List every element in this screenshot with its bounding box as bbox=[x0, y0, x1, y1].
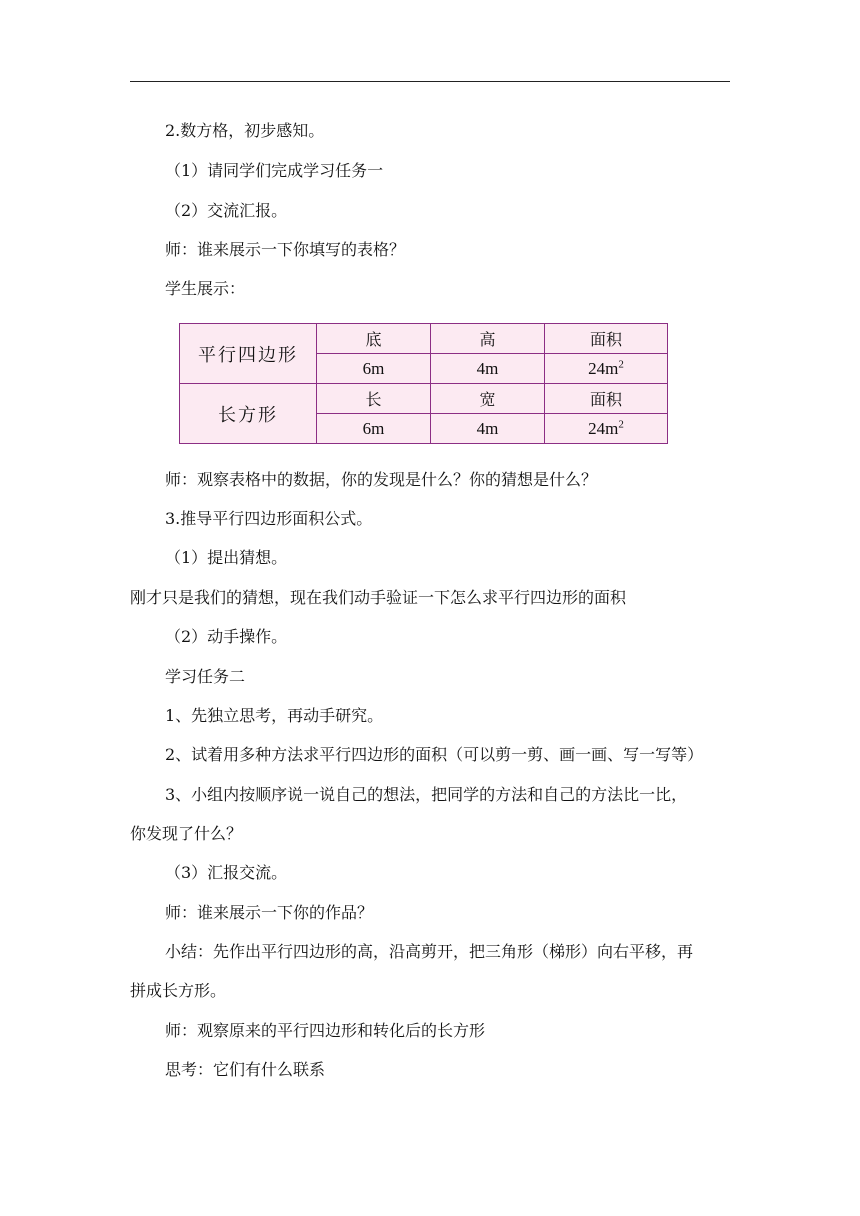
paragraph: （2）动手操作。 bbox=[165, 627, 288, 646]
value-area-text: 24m bbox=[588, 418, 619, 438]
value-area bbox=[545, 414, 668, 444]
data-table bbox=[179, 323, 667, 440]
section-heading-count-squares: 2.数方格，初步感知。 bbox=[165, 121, 325, 140]
paragraph: （1）请同学们完成学习任务一 bbox=[165, 161, 384, 180]
paragraph: 3、小组内按顺序说一说自己的想法，把同学的方法和自己的方法比一比， bbox=[165, 785, 688, 804]
paragraph: 刚才只是我们的猜想，现在我们动手验证一下怎么求平行四边形的面积 bbox=[130, 588, 627, 607]
header-area: 面积 bbox=[545, 384, 668, 414]
value-area-exponent: 2 bbox=[618, 357, 624, 370]
value-length: 6m bbox=[317, 414, 431, 444]
header-width: 宽 bbox=[431, 384, 545, 414]
row-label-parallelogram: 平行四边形 bbox=[180, 324, 317, 384]
value-area-text: 24m bbox=[588, 358, 619, 378]
section-heading-derive-formula: 3.推导平行四边形面积公式。 bbox=[165, 509, 373, 528]
paragraph: 2、试着用多种方法求平行四边形的面积（可以剪一剪、画一画、写一写等） bbox=[165, 745, 704, 764]
paragraph: 学生展示： bbox=[165, 279, 246, 298]
header-area: 面积 bbox=[545, 324, 668, 354]
header-height: 高 bbox=[431, 324, 545, 354]
header-length: 长 bbox=[317, 384, 431, 414]
value-area bbox=[545, 354, 668, 384]
paragraph: （2）交流汇报。 bbox=[165, 201, 288, 220]
paragraph: 拼成长方形。 bbox=[130, 981, 227, 1000]
value-area-exponent: 2 bbox=[618, 417, 624, 430]
paragraph: 师：观察表格中的数据，你的发现是什么？你的猜想是什么？ bbox=[165, 470, 598, 489]
value-height: 4m bbox=[431, 354, 545, 384]
paragraph: 师：谁来展示一下你填写的表格？ bbox=[165, 240, 406, 259]
value-base: 6m bbox=[317, 354, 431, 384]
paragraph: 小结：先作出平行四边形的高，沿高剪开，把三角形（梯形）向右平移，再 bbox=[165, 942, 694, 961]
header-base: 底 bbox=[317, 324, 431, 354]
header-rule bbox=[130, 81, 730, 82]
paragraph: 思考：它们有什么联系 bbox=[165, 1060, 326, 1079]
paragraph: 你发现了什么？ bbox=[130, 824, 243, 843]
paragraph: 学习任务二 bbox=[165, 667, 246, 686]
paragraph: 师：观察原来的平行四边形和转化后的长方形 bbox=[165, 1021, 486, 1040]
paragraph: 师：谁来展示一下你的作品？ bbox=[165, 903, 374, 922]
paragraph: （3）汇报交流。 bbox=[165, 863, 288, 882]
row-label-rectangle: 长方形 bbox=[180, 384, 317, 444]
paragraph: 1、先独立思考，再动手研究。 bbox=[165, 706, 384, 725]
paragraph: （1）提出猜想。 bbox=[165, 548, 288, 567]
value-width: 4m bbox=[431, 414, 545, 444]
